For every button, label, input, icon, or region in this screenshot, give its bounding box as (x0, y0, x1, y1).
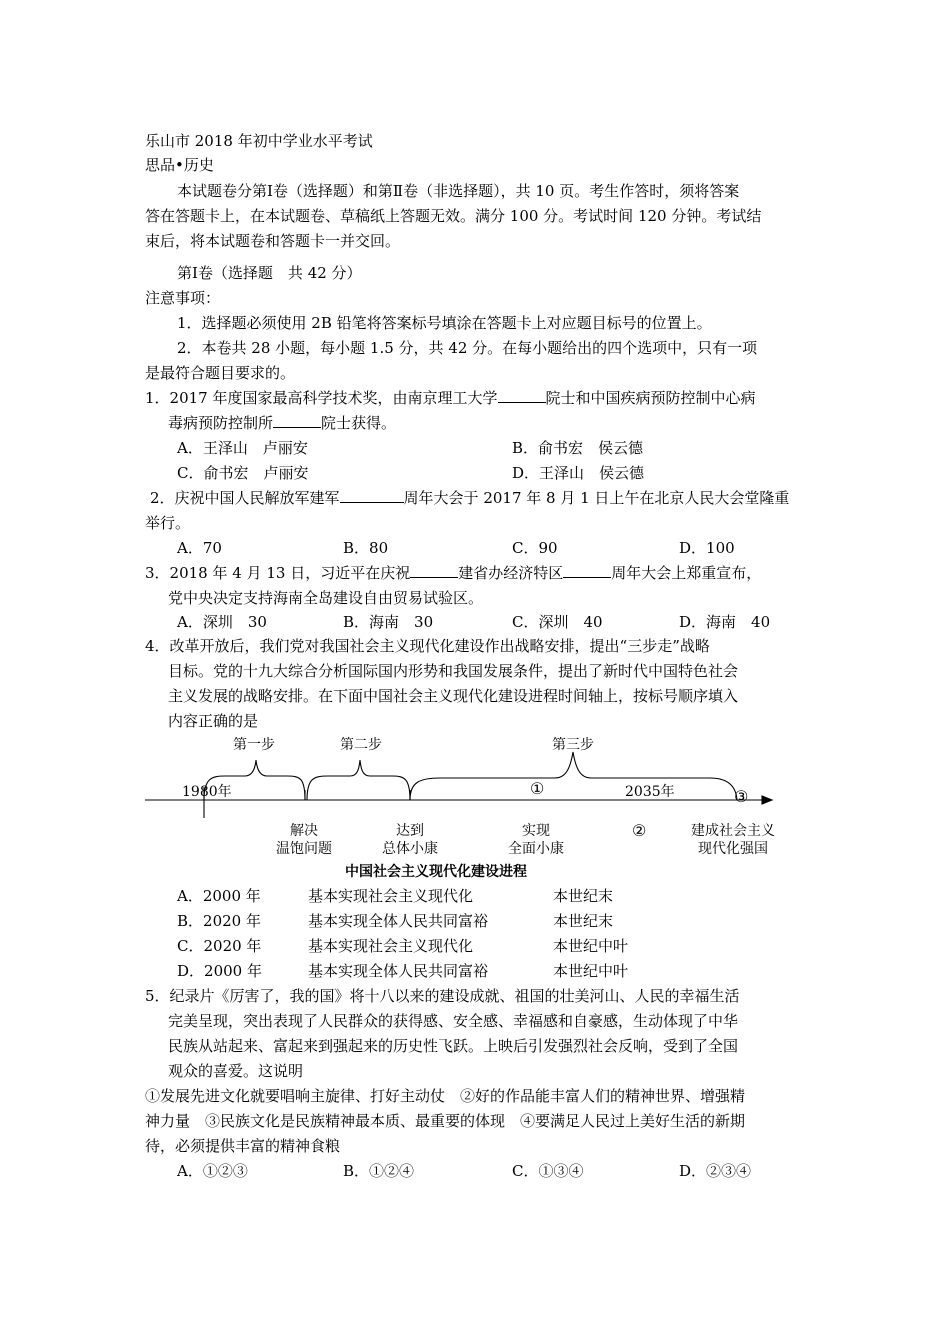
option-b-time: 本世纪末 (553, 912, 614, 930)
intro-line: 束后，将本试题卷和答题卡一并交回。 (145, 232, 401, 250)
intro-line: 答在答题卡上，在本试题卷、草稿纸上答题无效。满分 100 分。考试时间 120 分钟。考试结 (145, 207, 762, 225)
timeline-caption: 中国社会主义现代化建设进程 (345, 864, 527, 880)
milestone-label: 达到 (396, 823, 424, 839)
question-1-stem: 1．2017 年度国家最高科学技术奖，由南京理工大学 院士和中国疾病预防控制中心病 (145, 389, 756, 407)
question-5-stem: 5．纪录片《厉害了，我的国》将十八以来的建设成就、祖国的壮美河山、人民的幸福生活 (145, 987, 740, 1005)
option-b: B．俞书宏 侯云德 (512, 439, 644, 457)
option-c: C．深圳 40 (512, 613, 603, 631)
milestone-label: 温饱问题 (276, 841, 332, 857)
milestone-label: 建成社会主义 (691, 823, 775, 839)
option-b: B．海南 30 (343, 613, 434, 631)
question-1-stem: 毒病预防控制所 院士获得。 (168, 414, 397, 432)
option-c: C．俞书宏 卢丽安 (177, 464, 309, 482)
question-4-stem: 4．改革开放后，我们党对我国社会主义现代化建设作出战略安排，提出“三步走”战略 (145, 637, 710, 655)
option-a: A．70 (177, 539, 222, 557)
section-title: 第Ⅰ卷（选择题 共 42 分） (177, 264, 362, 282)
option-a-goal: 基本实现社会主义现代化 (308, 887, 474, 905)
step-label: 第二步 (340, 737, 382, 753)
option-d: D．海南 40 (679, 613, 771, 631)
question-2-stem: 2．庆祝中国人民解放军建军 周年大会于 2017 年 8 月 1 日上午在北京人民大会堂隆重 (150, 489, 790, 507)
option-c: C．90 (512, 539, 558, 557)
option-b: B．80 (343, 539, 389, 557)
option-c-goal: 基本实现社会主义现代化 (308, 937, 474, 955)
question-5-stem: 观众的喜爱。这说明 (168, 1062, 304, 1080)
question-4-stem: 目标。党的十九大综合分析国际国内形势和我国发展条件，提出了新时代中国特色社会 (168, 662, 739, 680)
option-a-year: A．2000 年 (177, 887, 261, 905)
option-a: A．深圳 30 (177, 613, 267, 631)
milestone-label: 总体小康 (382, 841, 438, 857)
note-item: 1．选择题必须使用 2B 铅笔将答案标号填涂在答题卡上对应题目标号的位置上。 (177, 314, 712, 332)
option-b: B．①②④ (343, 1162, 415, 1180)
marker-2: ② (632, 821, 647, 840)
option-a: A．①②③ (177, 1162, 248, 1180)
year-label: 1980年 (182, 784, 232, 800)
exam-title: 乐山市 2018 年初中学业水平考试 (145, 132, 373, 150)
milestone-label: 现代化强国 (698, 841, 768, 857)
milestone-label: 全面小康 (508, 841, 564, 857)
brace-step-3 (410, 752, 737, 800)
exam-subject: 思品•历史 (145, 156, 214, 174)
question-4-stem: 主义发展的战略安排。在下面中国社会主义现代化建设进程时间轴上，按标号顺序填入 (168, 687, 739, 705)
step-label: 第一步 (233, 737, 275, 753)
option-d: D．②③④ (679, 1162, 752, 1180)
arrow-head (762, 796, 772, 804)
option-d-year: D．2000 年 (177, 962, 262, 980)
statement-line: 神力量 ③民族文化是民族精神最本质、最重要的体现 ④要满足人民过上美好生活的新期 (145, 1112, 746, 1130)
option-d: D．100 (679, 539, 735, 557)
option-b-year: B．2020 年 (177, 912, 261, 930)
notes-title: 注意事项： (145, 289, 221, 307)
question-5-stem: 民族从站起来、富起来到强起来的历史性飞跃。上映后引发强烈社会反响，受到了全国 (168, 1037, 739, 1055)
note-item: 2．本卷共 28 小题，每小题 1.5 分，共 42 分。在每小题给出的四个选项中，只有一项 (177, 339, 758, 357)
option-a: A．王泽山 卢丽安 (177, 439, 308, 457)
option-c-year: C．2020 年 (177, 937, 262, 955)
question-2-stem: 举行。 (145, 514, 191, 532)
statement-line: 待，必须提供丰富的精神食粮 (145, 1137, 341, 1155)
marker-3: ③ (734, 787, 749, 806)
option-d-time: 本世纪中叶 (553, 962, 629, 980)
option-c: C．①③④ (512, 1162, 584, 1180)
option-a-time: 本世纪末 (553, 887, 614, 905)
milestone-label: 实现 (522, 823, 550, 839)
marker-1: ① (530, 779, 545, 798)
option-d-goal: 基本实现全体人民共同富裕 (308, 962, 489, 980)
milestone-label: 解决 (290, 823, 318, 839)
year-label: 2035年 (625, 784, 675, 800)
question-5-stem: 完美呈现，突出表现了人民群众的获得感、安全感、幸福感和自豪感，生动体现了中华 (168, 1012, 739, 1030)
option-c-time: 本世纪中叶 (553, 937, 629, 955)
step-label: 第三步 (552, 737, 594, 753)
intro-line: 本试题卷分第Ⅰ卷（选择题）和第Ⅱ卷（非选择题），共 10 页。考生作答时，须将答案 (177, 182, 740, 200)
option-d: D．王泽山 侯云德 (512, 464, 645, 482)
option-b-goal: 基本实现全体人民共同富裕 (308, 912, 489, 930)
note-item: 是最符合题目要求的。 (145, 364, 296, 382)
statement-line: ①发展先进文化就要唱响主旋律、打好主动仗 ②好的作品能丰富人们的精神世界、增强精 (145, 1087, 746, 1105)
question-3-stem: 党中央决定支持海南全岛建设自由贸易试验区。 (168, 589, 484, 607)
question-4-stem: 内容正确的是 (168, 712, 259, 730)
question-3-stem: 3．2018 年 4 月 13 日，习近平在庆祝 建省办经济特区 周年大会上郑重宣布， (145, 564, 762, 582)
brace-step-2 (307, 760, 410, 800)
